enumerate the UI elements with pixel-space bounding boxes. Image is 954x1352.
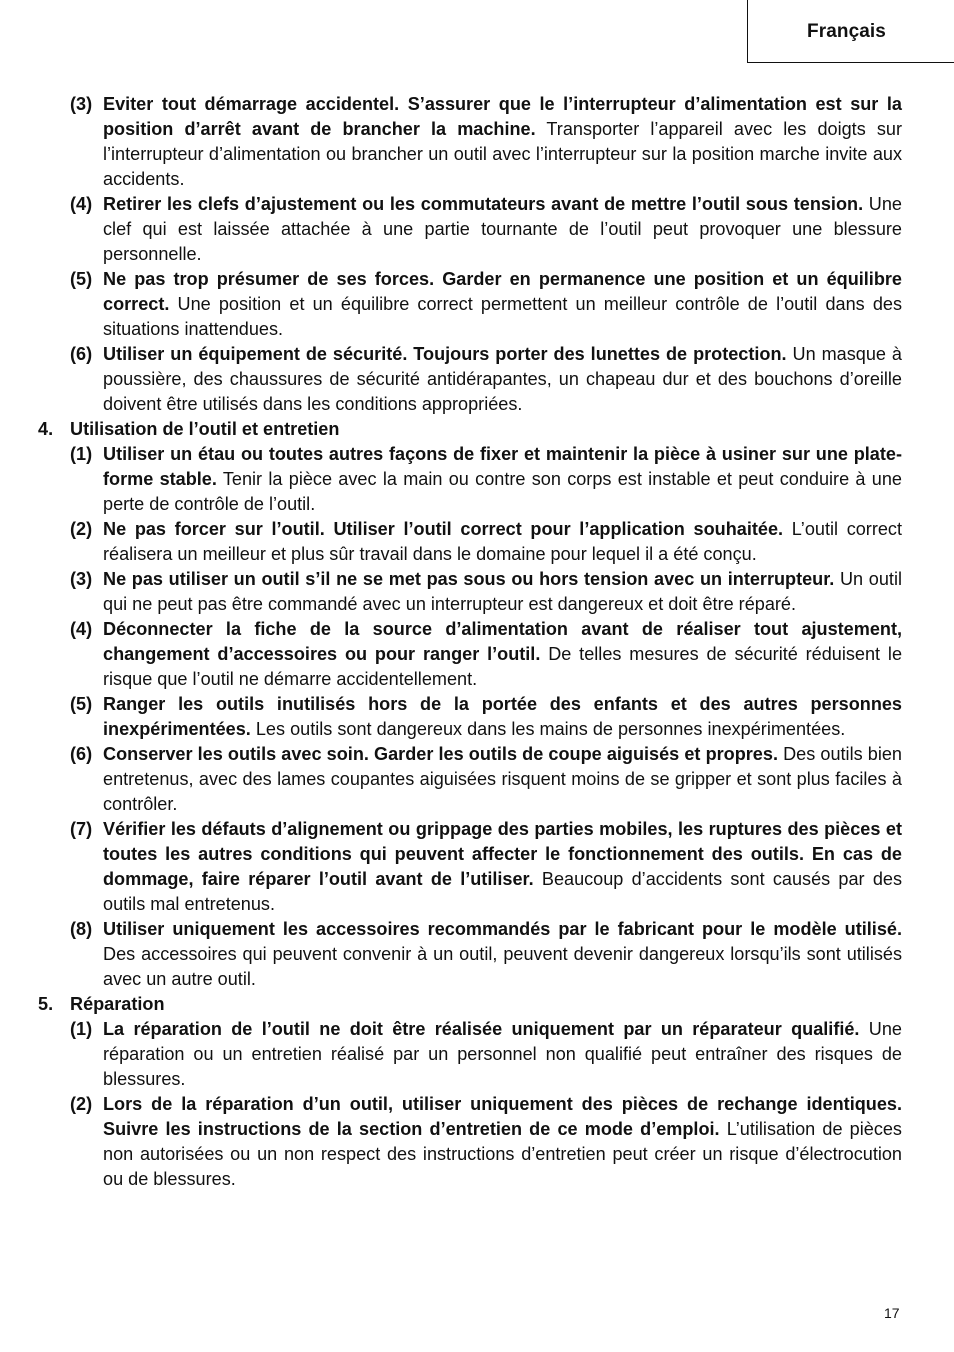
list-item	[36, 517, 902, 567]
item-number: (5)	[70, 694, 93, 714]
item-text: Un masque à poussière, des chaussures de sécurité antidérapantes, un chapeau dur et des bouchons d’oreille doivent être utilisés dans les conditions appropriées.	[103, 344, 902, 414]
section-title: Réparation	[70, 994, 165, 1014]
item-number: (5)	[70, 269, 93, 289]
item-number: (3)	[70, 94, 93, 114]
item-heading: Ne pas forcer sur l’outil. Utiliser l’outil correct pour l’application souhaitée.	[103, 519, 784, 539]
list-item	[36, 192, 902, 267]
section-heading	[36, 417, 902, 442]
item-heading: La réparation de l’outil ne doit être réalisée uniquement par un réparateur qualifié.	[103, 1019, 860, 1039]
section-number: 5.	[38, 994, 54, 1014]
list-item	[36, 442, 902, 517]
item-heading: Déconnecter la fiche de la source d’alimentation avant de réaliser tout ajustement, changement d’accessoires ou pour ranger l’outil.	[103, 619, 902, 664]
item-number: (2)	[70, 1094, 93, 1114]
item-number: (3)	[70, 569, 93, 589]
item-text: Transporter l’appareil avec les doigts sur l’interrupteur d’alimentation ou brancher un outil avec l’interrupteur sur la position marche invite aux accidents.	[103, 119, 902, 189]
item-heading: Utiliser uniquement les accessoires recommandés par le fabricant pour le modèle utilisé.	[103, 919, 902, 939]
item-text: De telles mesures de sécurité réduisent le risque que l’outil ne démarre accidentellement.	[103, 644, 903, 689]
item-text: Des outils bien entretenus, avec des lames coupantes aiguisées risquent moins de se gripper et sont plus faciles à contrôler.	[103, 744, 902, 814]
item-number: (7)	[70, 819, 93, 839]
item-text: L’utilisation de pièces non autorisées ou un non respect des instructions d’entretien peut créer un risque d’électrocution ou de blessures.	[103, 1119, 902, 1189]
list-item	[36, 1092, 902, 1192]
list-item	[36, 342, 902, 417]
section-number: 4.	[38, 419, 54, 439]
list-item	[36, 617, 902, 692]
item-text: Une clef qui est laissée attachée à une partie tournante de l’outil peut provoquer une blessure personnelle.	[103, 194, 902, 264]
list-item	[36, 1017, 902, 1092]
item-number: (4)	[70, 619, 93, 639]
language-label: Français	[807, 21, 886, 42]
item-heading: Ranger les outils inutilisés hors de la portée des enfants et des autres personnes inexpérimentées.	[103, 694, 902, 739]
item-number: (4)	[70, 194, 93, 214]
item-heading: Vérifier les défauts d’alignement ou grippage des parties mobiles, les ruptures des pièces et toutes les autres conditions qui peuvent affecter le fonctionnement des outils. En cas de dommage, faire réparer l’outil avant de l’utiliser.	[103, 819, 902, 889]
item-heading: Ne pas trop présumer de ses forces. Garder en permanence une position et un équilibre correct.	[103, 269, 902, 314]
list-item	[36, 267, 902, 342]
item-text: Un outil qui ne peut pas être commandé avec un interrupteur est dangereux et doit être réparé.	[103, 569, 902, 614]
item-number: (2)	[70, 519, 93, 539]
item-text: Des accessoires qui peuvent convenir à un outil, peuvent devenir dangereux lorsqu’ils sont utilisés avec un autre outil.	[103, 944, 902, 989]
item-heading: Conserver les outils avec soin. Garder les outils de coupe aiguisés et propres.	[103, 744, 778, 764]
item-heading: Lors de la réparation d’un outil, utiliser uniquement des pièces de rechange identiques. Suivre les instructions de la section d’entretien de ce mode d’emploi.	[103, 1094, 902, 1139]
list-item	[36, 567, 902, 617]
item-text: L’outil correct réalisera un meilleur et plus sûr travail dans le domaine pour lequel il a été conçu.	[103, 519, 902, 564]
item-number: (1)	[70, 444, 93, 464]
item-text: Les outils sont dangereux dans les mains de personnes inexpérimentées.	[250, 719, 846, 739]
item-text: Beaucoup d’accidents sont causés par des outils mal entretenus.	[103, 869, 903, 914]
item-number: (6)	[70, 744, 93, 764]
section-title: Utilisation de l’outil et entretien	[70, 419, 340, 439]
list-item	[36, 817, 902, 917]
item-number: (8)	[70, 919, 93, 939]
item-heading: Retirer les clefs d’ajustement ou les commutateurs avant de mettre l’outil sous tension.	[103, 194, 864, 214]
item-text: Une position et un équilibre correct permettent un meilleur contrôle de l’outil dans des situations inattendues.	[103, 294, 902, 339]
item-text: Une réparation ou un entretien réalisé par un personnel non qualifié peut entraîner des risques de blessures.	[103, 1019, 902, 1089]
item-heading: Eviter tout démarrage accidentel. S’assurer que le l’interrupteur d’alimentation est sur la position d’arrêt avant de brancher la machine.	[103, 94, 902, 139]
list-item	[36, 92, 902, 192]
item-text: Tenir la pièce avec la main ou contre son corps est instable et peut conduire à une perte de contrôle de l’outil.	[103, 469, 902, 514]
item-heading: Ne pas utiliser un outil s’il ne se met pas sous ou hors tension avec un interrupteur.	[103, 569, 835, 589]
list-item	[36, 917, 902, 992]
item-heading: Utiliser un équipement de sécurité. Toujours porter des lunettes de protection.	[103, 344, 787, 364]
list-item	[36, 742, 902, 817]
item-heading: Utiliser un étau ou toutes autres façons de fixer et maintenir la pièce à usiner sur une plate-forme stable.	[103, 444, 902, 489]
document-body	[36, 92, 902, 1192]
list-item	[36, 692, 902, 742]
item-number: (1)	[70, 1019, 93, 1039]
language-tab	[747, 0, 954, 63]
page-number: 17	[884, 1305, 900, 1321]
item-number: (6)	[70, 344, 93, 364]
section-heading	[36, 992, 902, 1017]
